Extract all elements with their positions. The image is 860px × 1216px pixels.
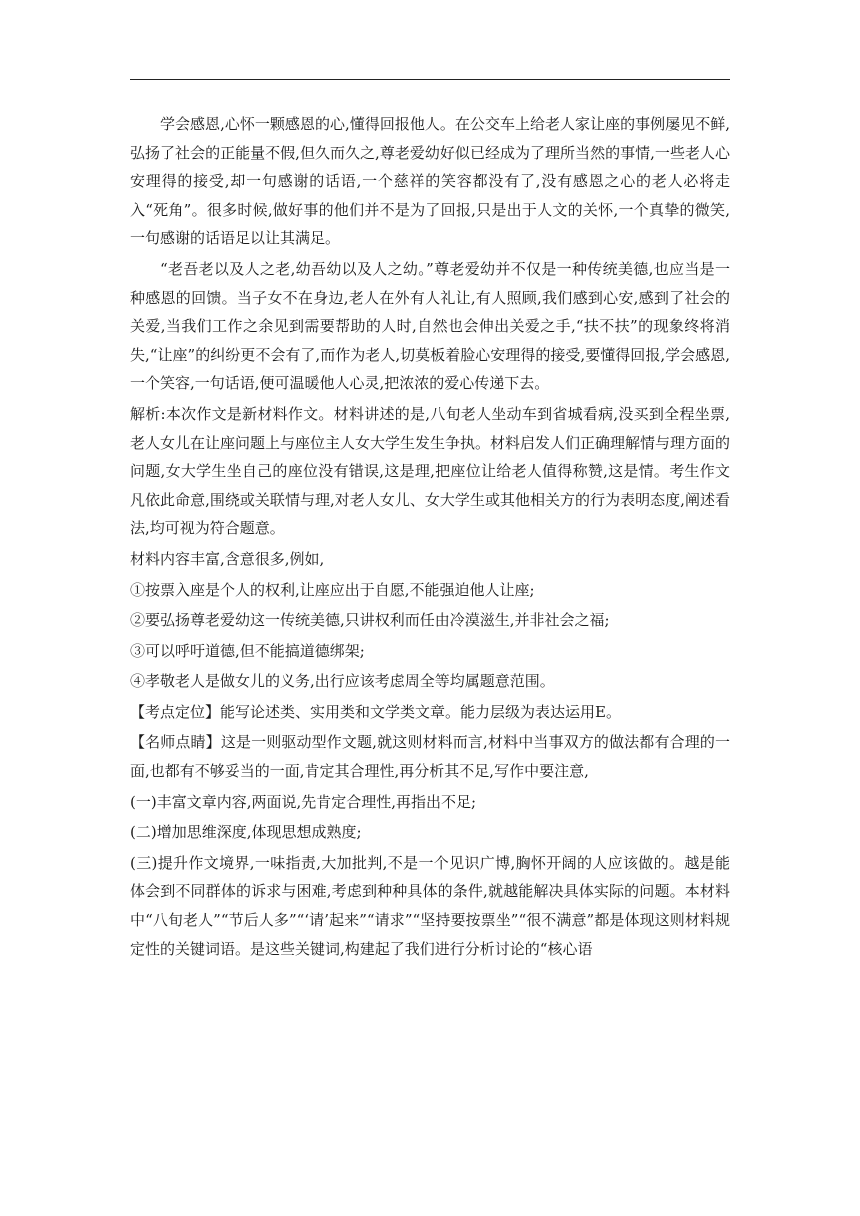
note-item-3: (三)提升作文境界,一味指责,大加批判,不是一个见识广博,胸怀开阔的人应该做的。越是能体会到不同群体的诉求与困难,考虑到种种具体的条件,就越能解决具体实际的问题。本材料中“八旬老人”“节后人多”“‘请’起来”“请求”“坚持要按票坐”“很不满意”都是体现这则材料规定性的关键词语。是这些关键词,构建起了我们进行分析讨论的“核心语 <box>130 853 730 958</box>
header-rule <box>130 79 730 80</box>
list-item-3: ③可以呼吁道德,但不能搞道德绑架; <box>130 641 365 660</box>
paragraph-exam-point: 【考点定位】能写论述类、实用类和文学类文章。能力层级为表达运用E。 <box>130 702 621 721</box>
note-item-1: (一)丰富文章内容,两面说,先肯定合理性,再指出不足; <box>130 792 477 811</box>
list-item-1: ①按票入座是个人的权利,让座应出于自愿,不能强迫他人让座; <box>130 580 535 599</box>
list-item-4: ④孝敬老人是做女儿的义务,出行应该考虑周全等均属题意范围。 <box>130 672 555 691</box>
paragraph-analysis: 解析:本次作文是新材料作文。材料讲述的是,八旬老人坐动车到省城看病,没买到全程坐票,老人女儿在让座问题上与座位主人女大学生发生争执。材料启发人们正确理解情与理方面的问题,女大学生坐自己的座位没有错误,这是理,把座位让给老人值得称赞,这是情。考生作文凡依此命意,围绕或关联情与理,对老人女儿、女大学生或其他相关方的行为表明态度,阐述看法,均可视为符合题意。 <box>130 404 731 538</box>
paragraph-respect-elders: “老吾老以及人之老,幼吾幼以及人之幼。”尊老爱幼并不仅是一种传统美德,也应当是一种感恩的回馈。当子女不在身边,老人在外有人礼让,有人照顾,我们感到心安,感到了社会的关爱,当我们工作之余见到需要帮助的人时,自然也会伸出关爱之手,“扶不扶”的现象终将消失,“让座”的纠纷更不会有了,而作为老人,切莫板着脸心安理得的接受,要懂得回报,学会感恩,一个笑容,一句话语,便可温暖他人心灵,把浓浓的爱心传递下去。 <box>130 259 730 393</box>
paragraph-material-intro: 材料内容丰富,含意很多,例如, <box>130 549 325 568</box>
document-body <box>130 110 730 965</box>
list-item-2: ②要弘扬尊老爱幼这一传统美德,只讲权利而任由冷漠滋生,并非社会之福; <box>130 611 610 630</box>
paragraph-gratitude: 学会感恩,心怀一颗感恩的心,懂得回报他人。在公交车上给老人家让座的事例屡见不鲜,弘扬了社会的正能量不假,但久而久之,尊老爱幼好似已经成为了理所当然的事情,一些老人心安理得的接受,却一句感谢的话语,一个慈祥的笑容都没有了,没有感恩之心的老人必将走入“死角”。很多时候,做好事的他们并不是为了回报,只是出于人文的关怀,一个真挚的微笑,一句感谢的话语足以让其满足。 <box>130 115 730 248</box>
paragraph-teacher-note: 【名师点睛】这是一则驱动型作文题,就这则材料而言,材料中当事双方的做法都有合理的一面,也都有不够妥当的一面,肯定其合理性,再分析其不足,写作中要注意, <box>130 733 730 781</box>
note-item-2: (二)增加思维深度,体现思想成熟度; <box>130 823 362 842</box>
